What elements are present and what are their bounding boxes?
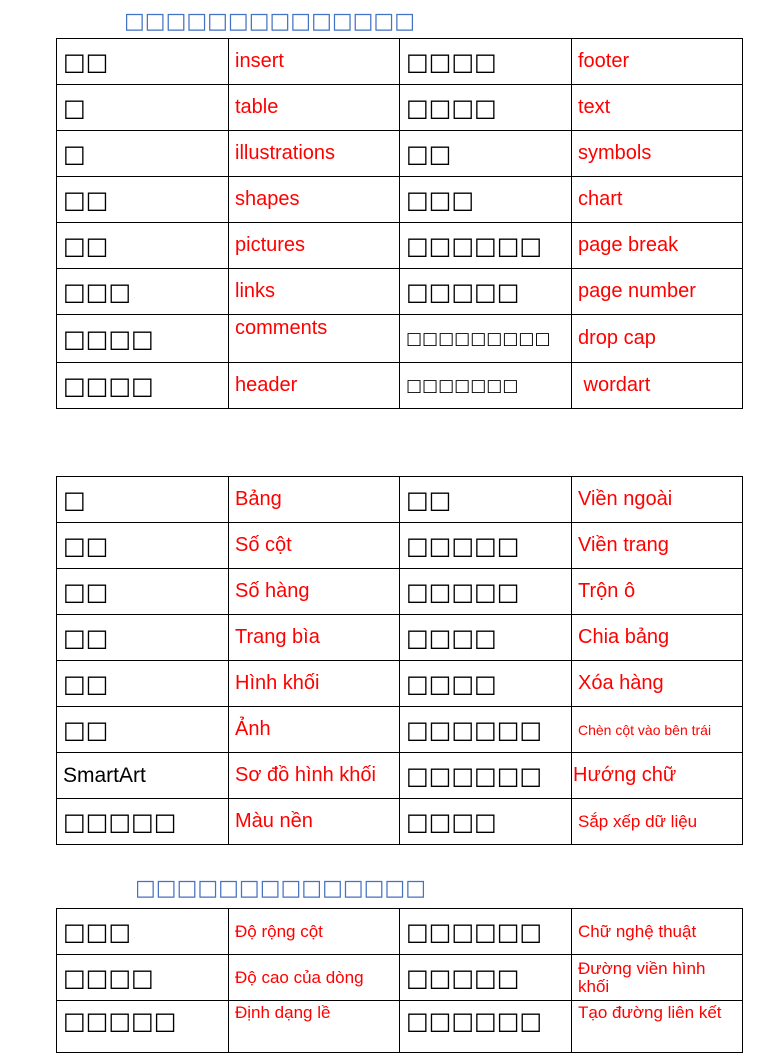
table-row (57, 1001, 743, 1053)
translation: drop cap (572, 315, 743, 363)
chinese-term: □□□□ (400, 799, 572, 845)
chinese-term: □□ (57, 569, 229, 615)
chinese-term: □□□ (57, 269, 229, 315)
translation: Bảng (229, 477, 400, 523)
chinese-term: □□□□□ (400, 569, 572, 615)
translation: Độ cao của dòng (229, 955, 400, 1001)
translation: illustrations (229, 131, 400, 177)
translation: page break (572, 223, 743, 269)
chinese-term: □□ (57, 177, 229, 223)
table-row (57, 661, 743, 707)
translation: Trang bìa (229, 615, 400, 661)
translation: insert (229, 39, 400, 85)
chinese-term: □□□□ (400, 39, 572, 85)
chinese-term: □□ (57, 661, 229, 707)
table-row (57, 363, 743, 409)
translation: pictures (229, 223, 400, 269)
translation: header (229, 363, 400, 409)
translation: Ảnh (229, 707, 400, 753)
table-row (57, 85, 743, 131)
table-row (57, 523, 743, 569)
chinese-term: □□ (57, 615, 229, 661)
chinese-term: □□ (57, 39, 229, 85)
chinese-term: □□□□□ (57, 799, 229, 845)
vocab-table-1 (56, 38, 743, 409)
chinese-term: □□□□□ (400, 523, 572, 569)
table-row (57, 39, 743, 85)
chinese-term: □□□ (57, 909, 229, 955)
translation: Hình khối (229, 661, 400, 707)
translation: Hướng chữ (572, 753, 743, 799)
translation: Chữ nghệ thuật (572, 909, 743, 955)
table-row (57, 615, 743, 661)
chinese-term: □□□□□□□ (400, 363, 572, 409)
table-row (57, 131, 743, 177)
table-row (57, 707, 743, 753)
translation: Sơ đồ hình khối (229, 753, 400, 799)
table-row (57, 269, 743, 315)
translation: text (572, 85, 743, 131)
chinese-term: □□□ (400, 177, 572, 223)
translation: footer (572, 39, 743, 85)
chinese-term: □□ (57, 707, 229, 753)
chinese-term: □□□□□ (400, 955, 572, 1001)
translation: Định dạng lề (229, 1001, 400, 1053)
chinese-term: □□ (57, 523, 229, 569)
table-row (57, 909, 743, 955)
translation: symbols (572, 131, 743, 177)
translation: Số cột (229, 523, 400, 569)
chinese-term: □□□□ (400, 661, 572, 707)
chinese-term: □□□□□□ (400, 909, 572, 955)
chinese-term: □□□□□ (400, 269, 572, 315)
chinese-term: □□□□ (57, 363, 229, 409)
chinese-term: □□ (57, 223, 229, 269)
table-row (57, 223, 743, 269)
chinese-term: □□□□ (57, 955, 229, 1001)
chinese-term: □□□□ (400, 615, 572, 661)
translation: chart (572, 177, 743, 223)
translation: Số hàng (229, 569, 400, 615)
table-row (57, 753, 743, 799)
translation: wordart (572, 363, 743, 409)
vocab-table-3 (56, 908, 743, 1053)
translation: links (229, 269, 400, 315)
translation: Xóa hàng (572, 661, 743, 707)
translation: Chèn cột vào bên trái (572, 707, 743, 753)
chinese-term: □□ (400, 477, 572, 523)
chinese-term: □ (57, 131, 229, 177)
table-row (57, 569, 743, 615)
translation: Viền ngoài (572, 477, 743, 523)
translation: Màu nền (229, 799, 400, 845)
chinese-term: □□□□□□ (400, 753, 572, 799)
chinese-term: □□□□ (57, 315, 229, 363)
chinese-term: □□ (400, 131, 572, 177)
table-row (57, 477, 743, 523)
chinese-term: □□□□□□ (400, 707, 572, 753)
vocab-table-2 (56, 476, 743, 845)
chinese-term: □□□□□□ (400, 223, 572, 269)
section-3-heading: □□□□□□□□□□□□□□ (135, 876, 427, 901)
translation: Đường viền hình khối (572, 955, 743, 1001)
translation: table (229, 85, 400, 131)
chinese-term: □□□□□□□□□ (400, 315, 572, 363)
translation: page number (572, 269, 743, 315)
translation: shapes (229, 177, 400, 223)
translation: Sắp xếp dữ liệu (572, 799, 743, 845)
section-1-heading: □□□□□□□□□□□□□□ (124, 9, 416, 34)
translation: Tạo đường liên kết (572, 1001, 743, 1053)
chinese-term: □□□□ (400, 85, 572, 131)
translation: comments (229, 315, 400, 363)
chinese-term: □ (57, 477, 229, 523)
chinese-term: □□□□□□ (400, 1001, 572, 1053)
translation: Chia bảng (572, 615, 743, 661)
translation: Trộn ô (572, 569, 743, 615)
table-row (57, 315, 743, 363)
table-row (57, 799, 743, 845)
table-row (57, 177, 743, 223)
translation: Độ rộng cột (229, 909, 400, 955)
translation: Viền trang (572, 523, 743, 569)
chinese-term: □ (57, 85, 229, 131)
chinese-term: □□□□□ (57, 1001, 229, 1053)
chinese-term: SmartArt (57, 753, 229, 799)
table-row (57, 955, 743, 1001)
